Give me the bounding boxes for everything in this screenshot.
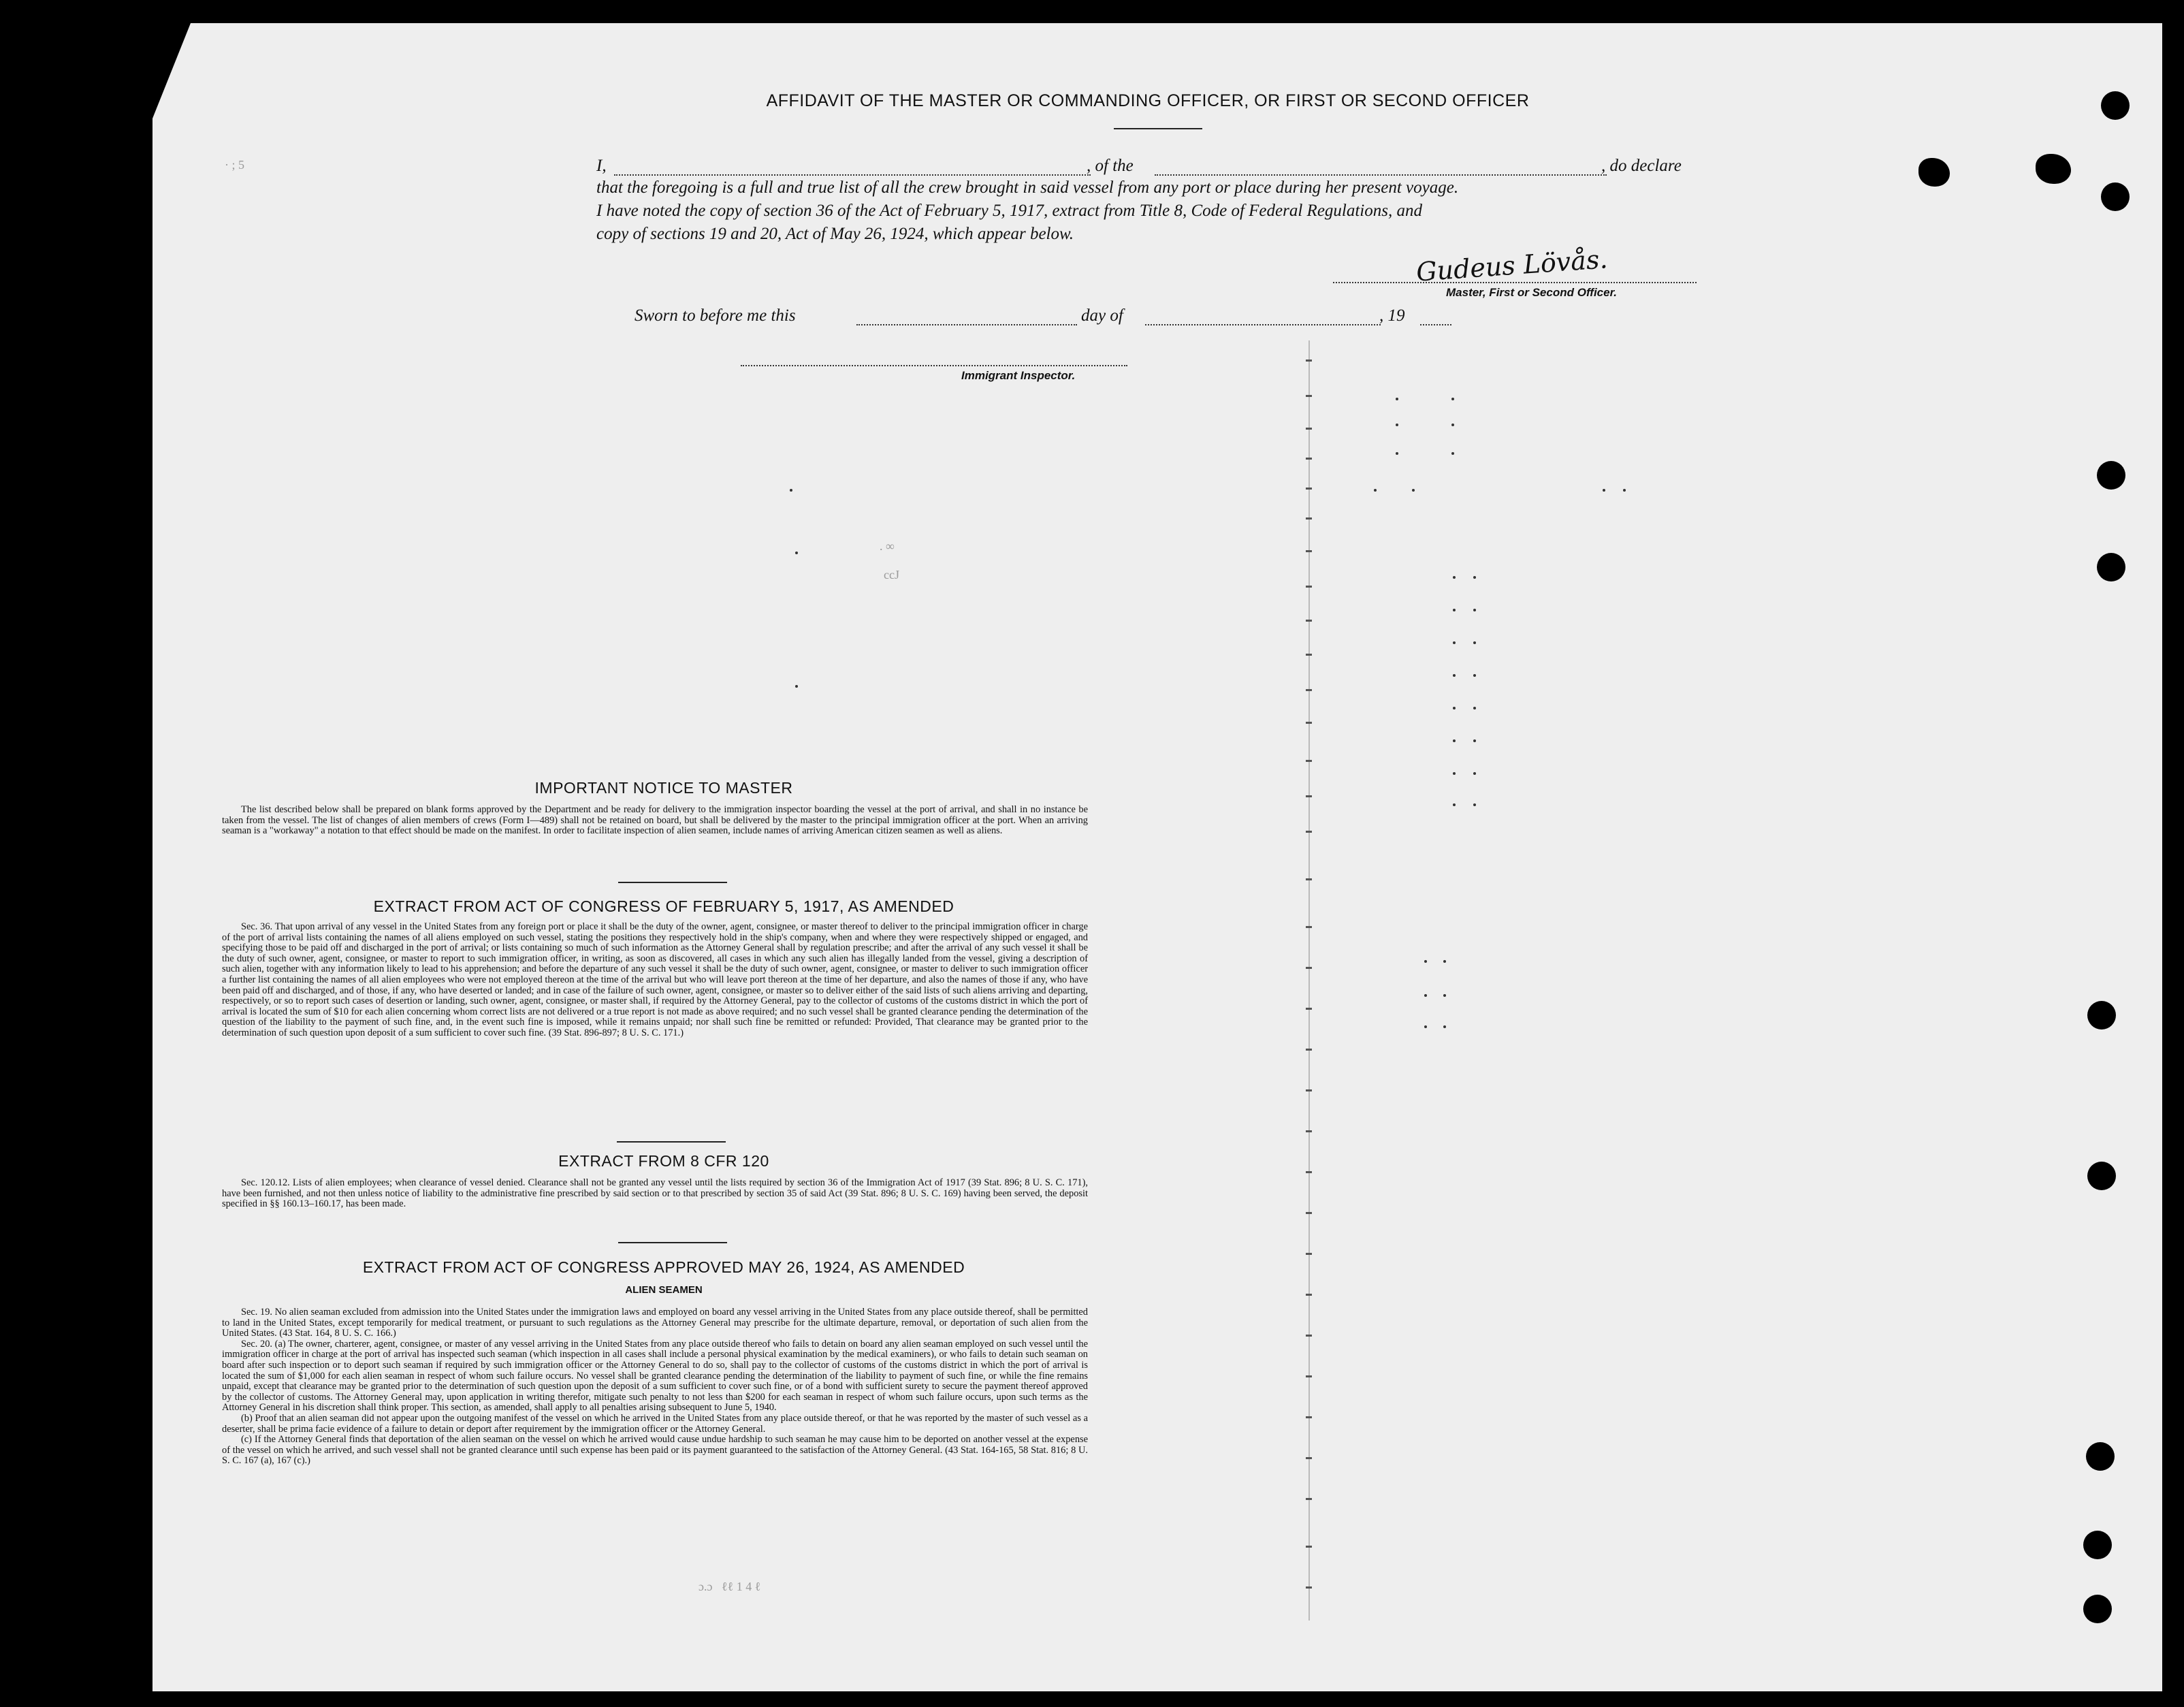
- notice-text: The list described below shall be prepared on blank forms approved by the Department and be ready for delivery to the immigration inspector boarding the vessel at the port of arrival, and shall in no instance be taken from the vessel. The list of changes of alien members of crews (Form I—489) shall not be retained on board, but shall be delivered by the master to the principal immigration officer at the port. When an arriving seaman is a "workaway" a notation to that effect should be made on the manifest. In order to facilitate inspection of alien seamen, include names of arriving American citizen seamen as well as aliens.: [222, 804, 1088, 837]
- handwritten-signature: Gudeus Lövås.: [1415, 244, 1609, 287]
- affidavit-line-2: that the foregoing is a full and true list of all the crew brought in said vessel from any port or place during her present voyage.: [596, 178, 1459, 197]
- sec-19: Sec. 19. No alien seaman excluded from admission into the United States under the immigration laws and employed on board any vessel arriving in the United States from any place outside thereof, shall be permitted to land in the United States, except temporarily for medical treatment, or pursuant to such regulations as the Attorney General may prescribe for the ultimate departure, removal, or deportation of such alien from the United States. (43 Stat. 164, 8 U. S. C. 166.): [222, 1307, 1088, 1339]
- section-rule: [618, 882, 727, 883]
- affidavit-of-the: , of the: [1087, 157, 1134, 175]
- ink-blot: [2036, 154, 2071, 184]
- extract-1924-title: EXTRACT FROM ACT OF CONGRESS APPROVED MAY 26, 1924, AS AMENDED: [362, 1258, 965, 1276]
- sworn-month-field[interactable]: [1145, 324, 1381, 325]
- affidavit-do-declare: , do declare: [1601, 157, 1682, 175]
- signature-caption: Master, First or Second Officer.: [1446, 286, 1617, 299]
- extract-1917-text: Sec. 36. That upon arrival of any vessel in the United States from any foreign port or place it shall be the duty of the owner, agent, consignee, or master thereof to deliver to the principal immigration officer in charge of the port of arrival lists containing the names of all aliens employed on such vessel, stating the positions they respectively hold in the ship's company, when and where they were respectively shipped or engaged, and specifying those to be paid off and discharged in the port of arrival; or lists containing so much of such information as the Attorney General shall by regulation prescribe; and after the arrival of any such vessel it shall be the duty of such owner, agent, consignee, or master to report to such immigration officer, in writing, as soon as discovered, all cases in which any such alien has illegally landed from the vessel, giving a description of such alien, together with any information likely to lead to his apprehension; and before the departure of any such vessel it shall be the duty of such owner, agent, consignee, or master to deliver to such immigration officer a further list containing the names of all alien employees who were not employed thereon at the time of the arrival but who will leave port thereon at the time of her departure, and also the names of those if any, who have been paid off and discharged, and of those, if any, who have deserted or landed; and in case of the failure of such owner, agent, consignee, or master so to deliver either of the said lists of such aliens arriving and departing, respectively, or so to report such cases of desertion or landing, such owner, agent, consignee, or master shall, if required by the Attorney General, pay to the collector of customs of the customs district in which the port of arrival is located the sum of $10 for each alien concerning whom correct lists are not delivered or a true report is not made as above required; and no such vessel shall be granted clearance pending the determination of the question of the liability to the payment of such fine, and, in the event such fine is imposed, while it remains unpaid; nor shall such fine be remitted or refunded: Provided, That clearance may be granted prior to the determination of such question upon deposit of a sum sufficient to cover such fine. (39 Stat. 896-897; 8 U. S. C. 171.): [222, 921, 1088, 1038]
- title-rule: [1114, 128, 1202, 129]
- sworn-prefix: Sworn to before me this: [635, 306, 796, 325]
- punch-hole: [2097, 461, 2125, 490]
- vessel-name-field[interactable]: [1155, 174, 1607, 176]
- punch-hole: [2087, 1001, 2116, 1030]
- affidavit-line-3: I have noted the copy of section 36 of the Act of February 5, 1917, extract from Title 8, Code of Federal Regulations, and: [596, 202, 1422, 220]
- section-rule: [618, 1242, 727, 1243]
- punch-hole: [2083, 1595, 2112, 1623]
- sworn-day-of: day of: [1081, 306, 1123, 325]
- punch-hole: [2097, 553, 2125, 581]
- fold-line: [1308, 340, 1310, 1621]
- affidavit-title: AFFIDAVIT OF THE MASTER OR COMMANDING OFFICER, OR FIRST OR SECOND OFFICER: [766, 91, 1530, 110]
- ink-blot: [1918, 158, 1950, 187]
- extract-1924-subtitle: ALIEN SEAMEN: [625, 1284, 703, 1296]
- punch-hole: [2083, 1531, 2112, 1559]
- punch-hole: [2101, 182, 2130, 211]
- affidavit-line-4: copy of sections 19 and 20, Act of May 26, 1924, which appear below.: [596, 225, 1074, 243]
- sworn-year-field[interactable]: [1420, 324, 1451, 325]
- sworn-year: , 19: [1379, 306, 1405, 325]
- sec-20c: (c) If the Attorney General finds that deportation of the alien seaman on the vessel on which he arrived would cause undue hardship to such seaman he may cause him to be deported on another vessel at the expense of the vessel on which he arrived, and such vessel shall not be granted clearance until such expense has been paid or its payment guaranteed to the satisfaction of the Attorney General. (43 Stat. 164-165, 58 Stat. 816; 8 U. S. C. 167 (a), 167 (c).): [222, 1434, 1088, 1467]
- sworn-day-field[interactable]: [856, 324, 1077, 325]
- sec-20b: (b) Proof that an alien seaman did not appear upon the outgoing manifest of the vessel on which he arrived in the United States from any place outside thereof, or that he was reported by the master of such vessel as a deserter, shall be prima facie evidence of a failure to detain or deport after requirement by the immigration officer or the Attorney General.: [222, 1412, 1088, 1435]
- signature-line: [1333, 282, 1697, 283]
- notice-title: IMPORTANT NOTICE TO MASTER: [534, 779, 793, 797]
- affidavit-i: I,: [596, 157, 607, 175]
- extract-cfr-title: EXTRACT FROM 8 CFR 120: [558, 1152, 769, 1170]
- section-rule: [617, 1141, 726, 1143]
- punch-hole: [2101, 91, 2130, 120]
- extract-1924-text: [222, 1307, 1088, 1467]
- extract-1917-title: EXTRACT FROM ACT OF CONGRESS OF FEBRUARY 5, 1917, AS AMENDED: [373, 897, 954, 915]
- punch-hole: [2086, 1442, 2115, 1471]
- sec-20a: Sec. 20. (a) The owner, charterer, agent, consignee, or master of any vessel arriving in the United States from any place outside thereof who fails to detain on board any alien seaman employed on such vessel until the immigration officer in charge at the port of arrival has inspected such seaman (which inspection in all cases shall include a personal physical examination by the medical examiners), or who fails to detain such seaman on board after such inspection or to deport such seaman if required by such immigration officer or the Attorney General to do so, shall pay to the collector of customs of the customs district in which the port of arrival is located the sum of $1,000 for each alien seaman in respect of whom such failure occurs. No vessel shall be granted clearance pending the determination of the liability to payment of such fine, or while the fine remains unpaid, except that clearance may be granted prior to the determination of such question upon the deposit of a sum sufficient to cover such fine, or of a bond with sufficient surety to secure the payment thereof approved by the collector of customs. The Attorney General may, upon application in writing therefor, mitigate such penalty to not less than $200 for each seaman in respect of whom such failure occurs, upon such terms as the Attorney General in his discretion shall think proper. This section, as amended, shall apply to all penalties arising subsequent to June 5, 1940.: [222, 1338, 1088, 1414]
- inspector-caption: Immigrant Inspector.: [961, 369, 1076, 382]
- punch-hole: [2087, 1162, 2116, 1190]
- extract-cfr-text: Sec. 120.12. Lists of alien employees; when clearance of vessel denied. Clearance shall not be granted any vessel until the lists required by section 36 of the Immigration Act of 1917 (39 Stat. 896; 8 U. S. C. 171), have been furnished, and not then unless notice of liability to the administrative fine prescribed by said section or to that prescribed by section 35 of said Act (39 Stat. 896; 8 U. S. C. 169) having been served, the deposit specified in §§ 160.13–160.17, has been made.: [222, 1177, 1088, 1210]
- inspector-signature-line: [741, 365, 1127, 366]
- officer-name-field[interactable]: [614, 174, 1091, 176]
